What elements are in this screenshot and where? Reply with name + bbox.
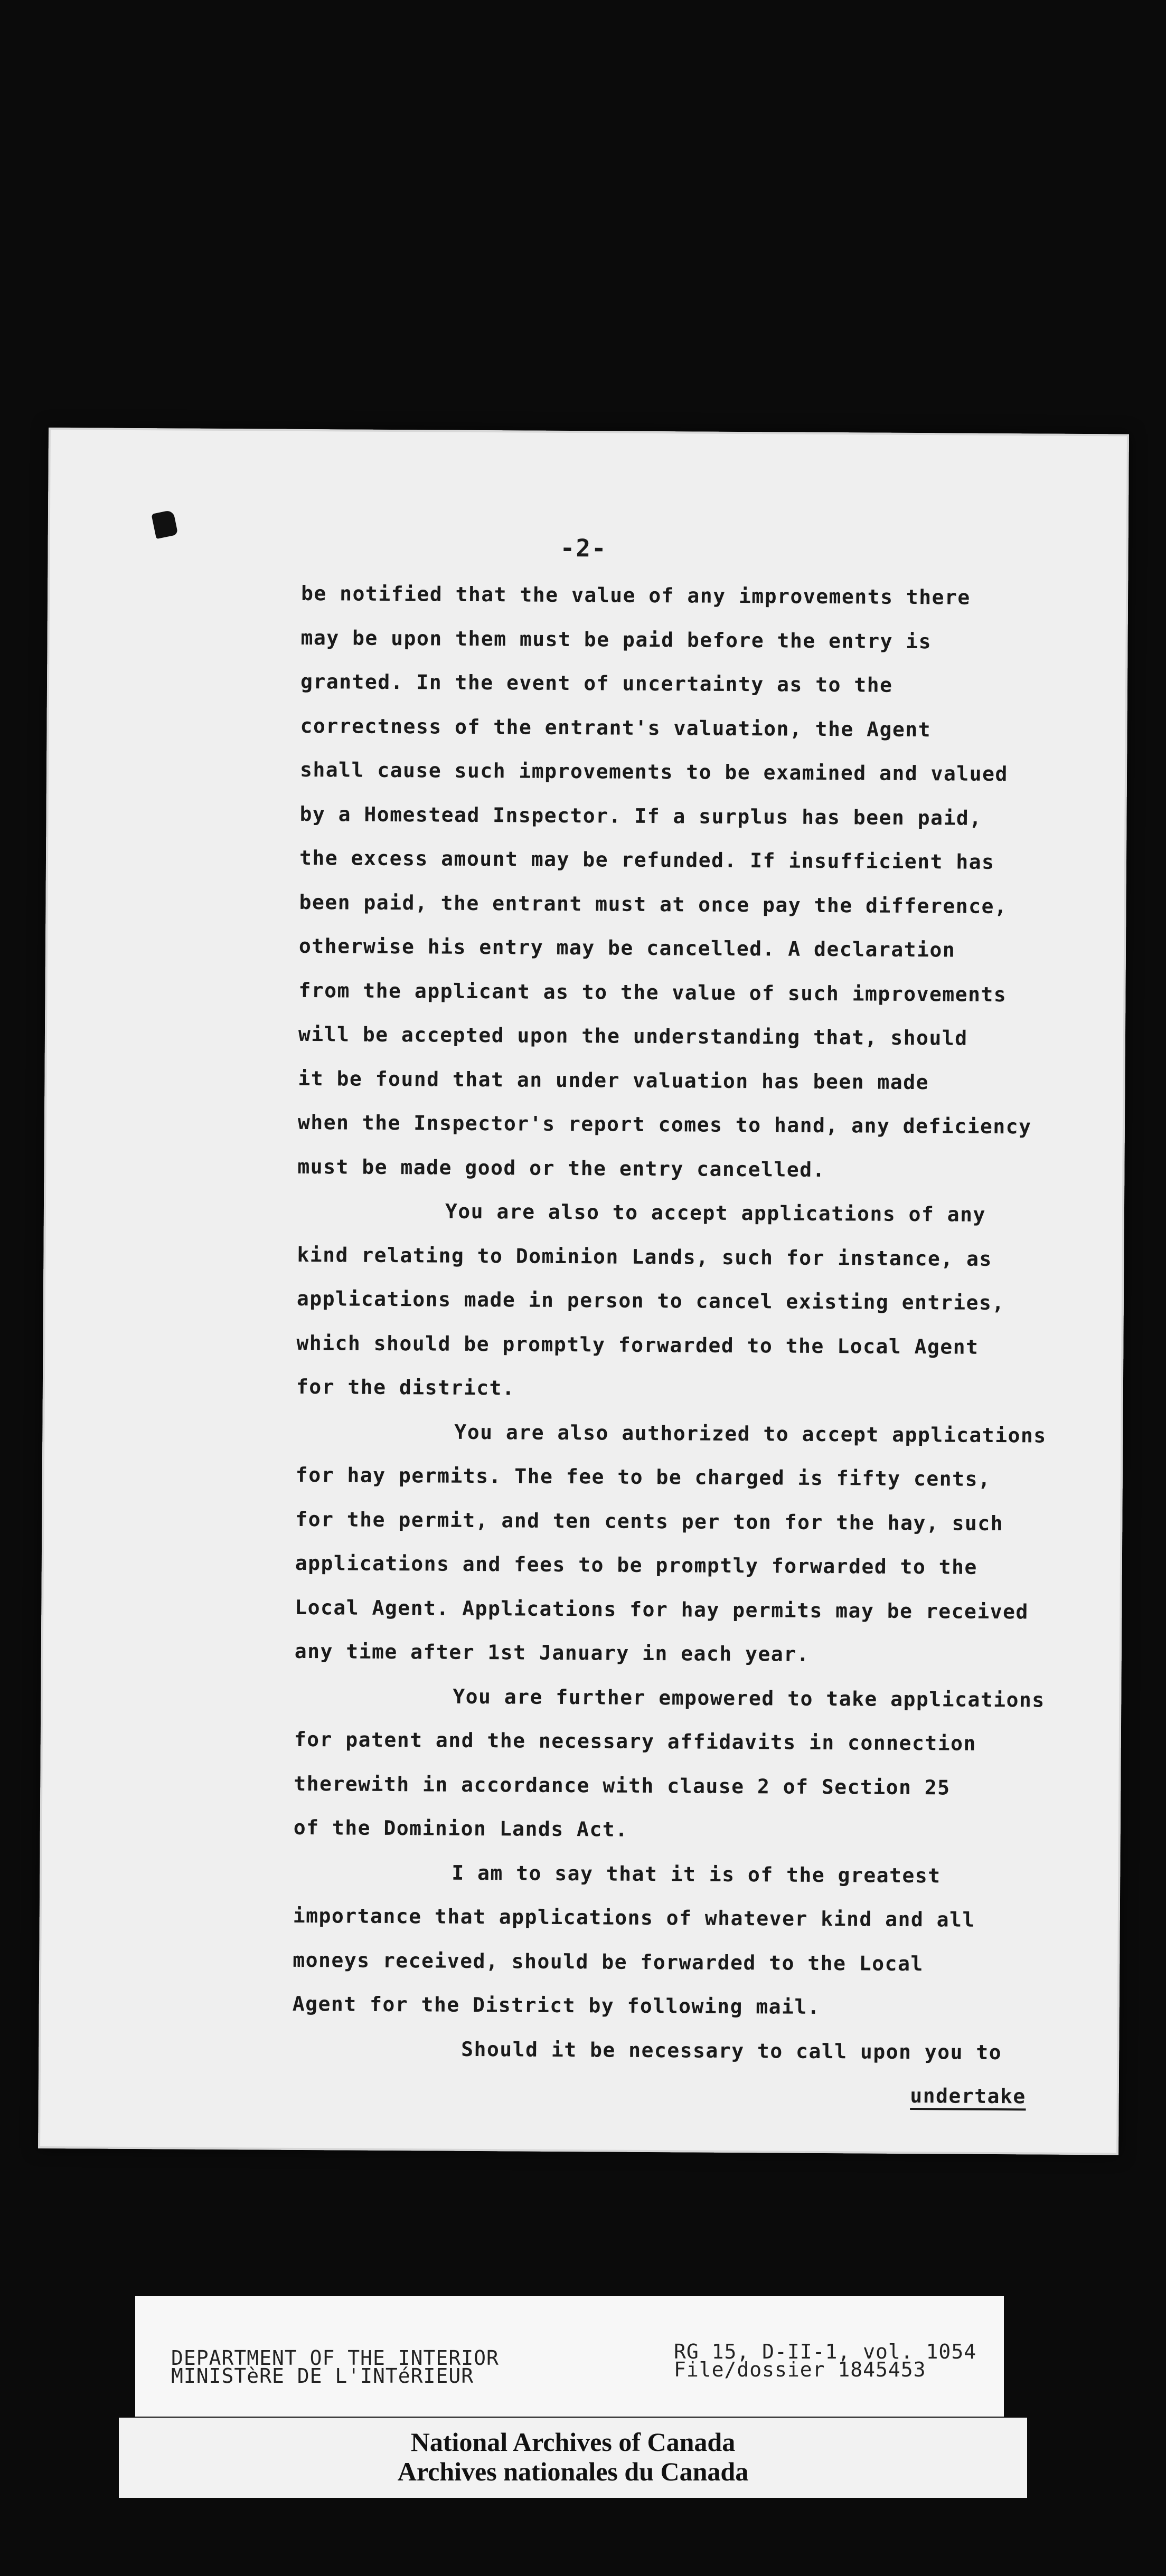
- text-line: Agent for the District by following mail.: [292, 1992, 821, 2019]
- text-line: correctness of the entrant's valuation, the Agent: [300, 714, 932, 741]
- archives-name-fr: Archives nationales du Canada: [397, 2457, 749, 2486]
- text-line: will be accepted upon the understanding that, should: [298, 1022, 968, 1050]
- text-line: which should be promptly forwarded to the Local Agent: [296, 1331, 979, 1359]
- text-line: moneys received, should be forwarded to the Local: [293, 1948, 924, 1975]
- paragraph-start-line: You are further empowered to take applications: [453, 1684, 1045, 1712]
- text-line: any time after 1st January in each year.: [294, 1639, 810, 1666]
- department-name: [171, 2346, 499, 2388]
- paragraph-start-line: I am to say that it is of the greatest: [452, 1861, 941, 1887]
- document-page: [38, 428, 1129, 2155]
- text-line: it be found that an under valuation has been made: [298, 1066, 929, 1094]
- text-line: shall cause such improvements to be examined and valued: [299, 757, 1008, 786]
- text-line: the excess amount may be refunded. If insufficient has: [299, 846, 995, 874]
- text-line: importance that applications of whatever kind and all: [293, 1903, 975, 1931]
- text-line: applications made in person to cancel existing entries,: [296, 1286, 1005, 1315]
- file-number: File/dossier 1845453: [674, 2358, 926, 2381]
- catchword: undertake: [910, 2084, 1026, 2108]
- text-line: for the district.: [296, 1375, 515, 1400]
- text-line: must be made good or the entry cancelled.: [297, 1154, 826, 1181]
- text-line: granted. In the event of uncertainty as to the: [300, 669, 893, 697]
- paragraph-start-line: You are also to accept applications of any: [445, 1199, 986, 1226]
- department-en: DEPARTMENT OF THE INTERIOR: [171, 2346, 499, 2370]
- text-line: therewith in accordance with clause 2 of Section 25: [294, 1772, 951, 1799]
- text-line: for patent and the necessary affidavits in connection: [294, 1727, 976, 1755]
- paragraph-start-line: Should it be necessary to call upon you to: [461, 2037, 1002, 2064]
- department-fr: MINISTèRE DE L'INTéRIEUR: [171, 2364, 474, 2388]
- paragraph-start-line: You are also authorized to accept applications: [454, 1420, 1047, 1447]
- text-line: applications and fees to be promptly forwarded to the: [295, 1551, 978, 1579]
- text-line: otherwise his entry may be cancelled. A declaration: [298, 934, 956, 962]
- text-line: by a Homestead Inspector. If a surplus has been paid,: [299, 802, 982, 830]
- punch-mark: [151, 510, 178, 539]
- text-line: kind relating to Dominion Lands, such for instance, as: [297, 1243, 992, 1271]
- archives-label: [119, 2418, 1027, 2498]
- text-line: for the permit, and ten cents per ton for the hay, such: [295, 1507, 1004, 1535]
- text-line: be notified that the value of any improvements there: [300, 581, 971, 609]
- letter-body: [292, 572, 1093, 2119]
- text-line: when the Inspector's report comes to hand, any deficiency: [297, 1110, 1032, 1139]
- text-line: Local Agent. Applications for hay permits may be received: [295, 1595, 1029, 1623]
- record-group: RG 15, D-II-1, vol. 1054: [674, 2340, 977, 2363]
- archive-reference-label: [135, 2296, 1004, 2417]
- text-line: of the Dominion Lands Act.: [293, 1815, 628, 1841]
- page-number: -2-: [560, 533, 607, 563]
- reference-block: [674, 2340, 977, 2381]
- text-line: from the applicant as to the value of such improvements: [298, 978, 1007, 1006]
- text-line: for hay permits. The fee to be charged is fifty cents,: [295, 1463, 991, 1491]
- text-line: may be upon them must be paid before the entry is: [300, 626, 932, 653]
- text-line: been paid, the entrant must at once pay the difference,: [299, 890, 1008, 918]
- archives-name-en: National Archives of Canada: [410, 2427, 736, 2457]
